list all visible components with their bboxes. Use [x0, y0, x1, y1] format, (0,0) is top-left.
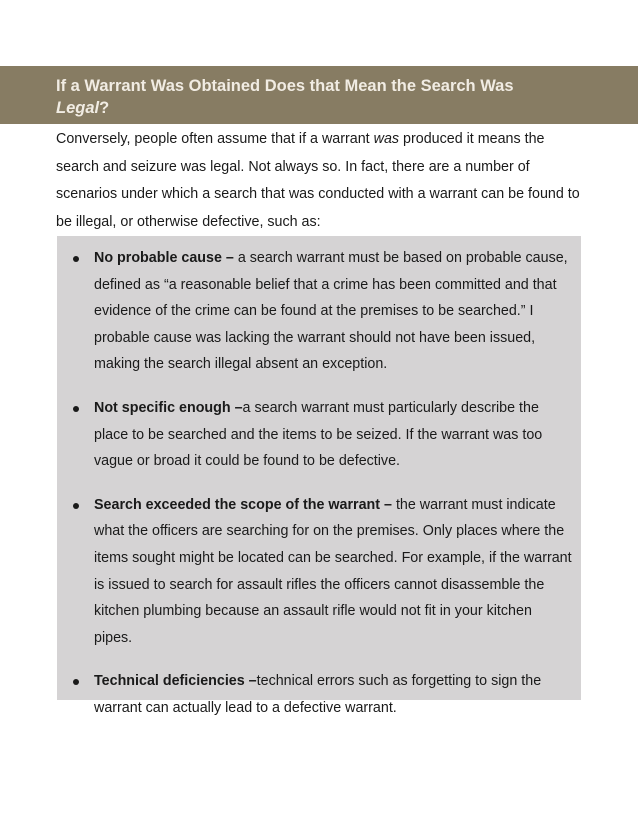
title-end: ? — [99, 99, 110, 117]
bullet-icon — [73, 679, 79, 685]
list-item-scope — [57, 492, 581, 652]
intro-part-1: Conversely, people often assume that if a warrant — [56, 131, 374, 147]
intro-part-2: produced it means the search and seizure was legal. Not always so. In fact, there are a number of scenarios under which a search that was conducted with a warrant can be found to be illegal, or otherwise defective, such as: — [56, 131, 580, 230]
item-text: technical errors such as forgetting to sign the warrant can actually lead to a defective warrant. — [94, 673, 542, 716]
item-lead: Technical deficiencies – — [94, 673, 257, 690]
section-header — [0, 66, 638, 124]
bullet-icon — [73, 503, 79, 509]
defects-list-box — [57, 236, 581, 716]
section-title — [56, 75, 638, 119]
defects-list — [57, 236, 581, 722]
item-text: a search warrant must be based on probable cause, defined as “a reasonable belief that a crime has been committed and that evidence of the crime can be found at the premises to be searched.” I probable cause was lacking the warrant should not have been issued, making the search illegal absent an exception. — [94, 250, 568, 373]
intro-paragraph — [56, 126, 586, 236]
item-text: a search warrant must particularly describe the place to be searched and the items to be seized. If the warrant was too vague or broad it could be found to be defective. — [94, 399, 543, 470]
bullet-icon — [73, 256, 79, 262]
intro-emphasis: was — [373, 131, 400, 147]
list-item-probable-cause — [57, 245, 581, 378]
item-lead: Search exceeded the scope of the warrant – — [94, 496, 392, 513]
title-main: If a Warrant Was Obtained Does that Mean the Search Was — [56, 77, 514, 95]
list-item-technical — [57, 668, 581, 721]
list-item-specificity — [57, 395, 581, 475]
item-text: the warrant must indicate what the officers are searching for on the premises. Only places where the items sought might be located can be searched. For example, if the warrant is issued to search for assault rifles the officers cannot disassemble the kitchen plumbing because an assault rifle would not fit in your kitchen pipes. — [94, 496, 572, 646]
item-lead: Not specific enough – — [94, 399, 243, 416]
bullet-icon — [73, 406, 79, 412]
item-lead: No probable cause – — [94, 250, 234, 266]
title-emphasis: Legal — [56, 99, 100, 117]
